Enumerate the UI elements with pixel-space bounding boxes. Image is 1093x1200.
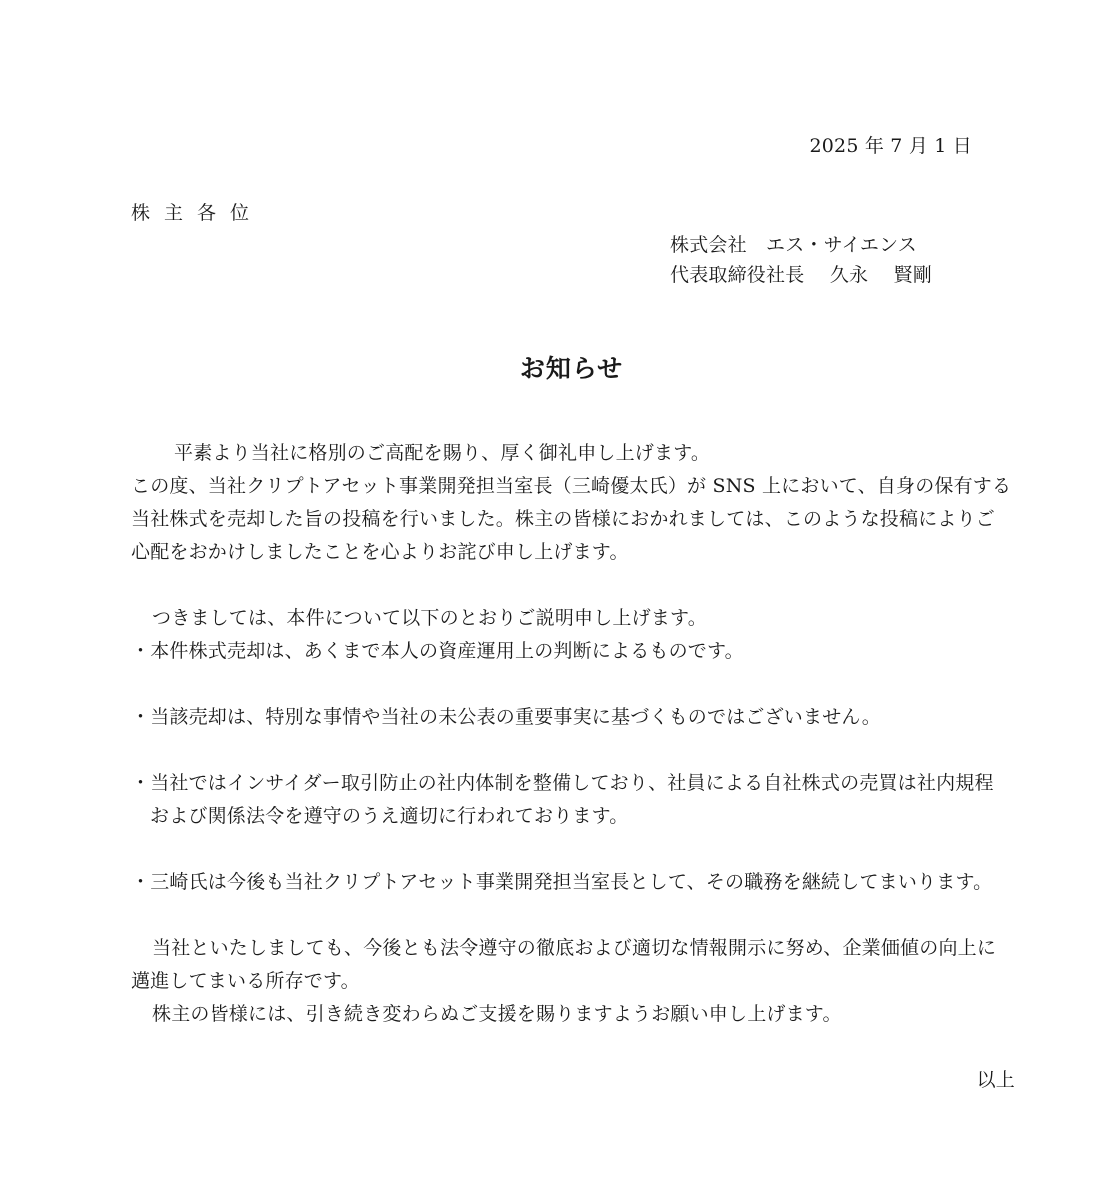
document-date: 2025 年 7 月 1 日 [809, 135, 972, 157]
conclusion-line: 株主の皆様には、引き続き変わらぬご支援を賜りますようお願い申し上げます。 [152, 1003, 842, 1025]
bullet-item: ・当社ではインサイダー取引防止の社内体制を整備しており、社員による自社株式の売買は社内規程 [131, 772, 994, 794]
conclusion-line: 邁進してまいる所存です。 [131, 970, 360, 992]
closing-mark: 以上 [976, 1069, 1015, 1091]
addressee: 株主各位 [131, 202, 264, 224]
document-title: お知らせ [519, 354, 624, 383]
bullet-item: ・本件株式売却は、あくまで本人の資産運用上の判断によるものです。 [131, 640, 744, 662]
bullet-item: ・三崎氏は今後も当社クリプトアセット事業開発担当室長として、その職務を継続してまいります。 [131, 871, 993, 893]
company-name: 株式会社 エス・サイエンス [670, 234, 917, 256]
explanation-intro: つきましては、本件について以下のとおりご説明申し上げます。 [152, 607, 707, 629]
bullet-item: ・当該売却は、特別な事情や当社の未公表の重要事実に基づくものではございません。 [131, 706, 881, 728]
conclusion-line: 当社といたしましても、今後とも法令遵守の徹底および適切な情報開示に努め、企業価値の向上に [152, 937, 997, 959]
greeting-paragraph: 平素より当社に格別のご高配を賜り、厚く御礼申し上げます。 [174, 442, 711, 464]
intro-line: 当社株式を売却した旨の投稿を行いました。株主の皆様におかれましては、このような投稿によりご [131, 508, 996, 530]
representative-name: 代表取締役社長 久永 賢剛 [670, 264, 933, 286]
bullet-item-continuation: および関係法令を遵守のうえ適切に行われております。 [150, 805, 629, 827]
intro-line: この度、当社クリプトアセット事業開発担当室長（三崎優太氏）が SNS 上において、自身の保有する [131, 475, 1012, 497]
intro-line: 心配をおかけしましたことを心よりお詫び申し上げます。 [131, 541, 629, 563]
